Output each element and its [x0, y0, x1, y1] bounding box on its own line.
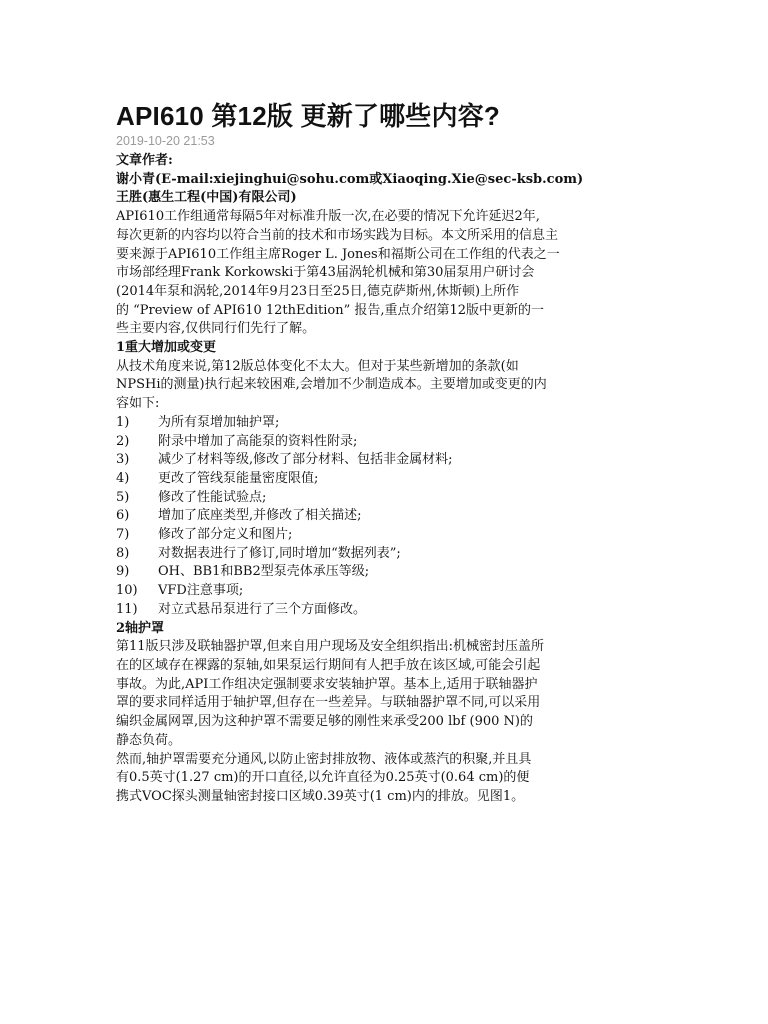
text-line: 从技术角度来说,第12版总体变化不太大。但对于某些新增加的条款(如	[116, 358, 519, 374]
text-line: 容如下:	[116, 396, 160, 412]
list-item	[116, 451, 656, 470]
list-number: 9)	[116, 564, 130, 580]
page-title: API610 第12版 更新了哪些内容?	[116, 101, 500, 131]
section-2-paragraph-1	[116, 638, 656, 750]
list-number: 4)	[116, 470, 130, 486]
list-item	[116, 582, 656, 601]
section-1-paragraph	[116, 358, 656, 414]
list-item	[116, 526, 656, 545]
changes-list	[116, 414, 656, 620]
text-line: NPSHi的测量)执行起来较困难,会增加不少制造成本。主要增加或变更的内	[116, 377, 547, 393]
list-number: 10)	[116, 583, 138, 599]
publish-date: 2019-10-20 21:53	[116, 134, 215, 148]
list-number: 6)	[116, 508, 130, 524]
text-line: 些主要内容,仅供同行们先行了解。	[116, 321, 316, 337]
list-item	[116, 601, 656, 620]
list-text: 对数据表进行了修订,同时增加“数据列表”;	[158, 545, 401, 561]
list-number: 8)	[116, 545, 130, 561]
text-line: 每次更新的内容均以符合当前的技术和市场实践为目标。本文所采用的信息主	[116, 227, 559, 243]
text-line: 然而,轴护罩需要充分通风,以防止密封排放物、液体或蒸汽的积聚,并且具	[116, 751, 532, 767]
list-number: 2)	[116, 433, 130, 449]
list-number: 7)	[116, 527, 130, 543]
section-2-heading: 2轴护罩	[116, 620, 165, 636]
text-line: 罩的要求同样适用于轴护罩,但存在一些差异。与联轴器护罩不同,可以采用	[116, 695, 541, 711]
list-text: 对立式悬吊泵进行了三个方面修改。	[158, 601, 367, 617]
list-text: 修改了部分定义和图片;	[158, 527, 293, 543]
list-text: VFD注意事项;	[158, 583, 244, 599]
text-line: 携式VOC探头测量轴密封接口区域0.39英寸(1 cm)内的排放。见图1。	[116, 788, 525, 804]
list-text: 增加了底座类型,并修改了相关描述;	[158, 508, 362, 524]
text-line: 编织金属网罩,因为这种护罩不需要足够的刚性来承受200 lbf (900 N)的	[116, 714, 533, 730]
list-number: 1)	[116, 414, 130, 430]
text-line: 市场部经理Frank Korkowski于第43届涡轮机械和第30届泵用户研讨会	[116, 265, 535, 281]
text-line: 第11版只涉及联轴器护罩,但来自用户现场及安全组织指出:机械密封压盖所	[116, 639, 545, 655]
list-text: 更改了管线泵能量密度限值;	[158, 470, 319, 486]
text-line: 要来源于API610工作组主席Roger L. Jones和福斯公司在工作组的代表之一	[116, 246, 560, 262]
text-line: 在的区域存在裸露的泵轴,如果泵运行期间有人把手放在该区域,可能会引起	[116, 657, 541, 673]
list-item	[116, 545, 656, 564]
section-1-heading: 1重大增加或变更	[116, 340, 217, 356]
list-number: 11)	[116, 601, 138, 617]
author-1: 谢小青(E-mail:xiejinghui@sohu.com或Xiaoqing.Xie@sec-ksb.com)	[116, 171, 584, 187]
text-line: (2014年泵和涡轮,2014年9月23日至25日,德克萨斯州,休斯顿)上所作	[116, 283, 520, 299]
text-line: 有0.5英寸(1.27 cm)的开口直径,以允许直径为0.25英寸(0.64 cm)的便	[116, 770, 530, 786]
authors-label: 文章作者:	[116, 153, 173, 168]
list-text: 减少了材料等级,修改了部分材料、包括非金属材料;	[158, 452, 453, 468]
list-text: 修改了性能试验点;	[158, 489, 267, 505]
section-2-paragraph-2	[116, 751, 656, 807]
list-text: 为所有泵增加轴护罩;	[158, 414, 280, 430]
author-2: 王胜(惠生工程(中国)有限公司)	[116, 190, 297, 206]
list-item	[116, 489, 656, 508]
list-item	[116, 563, 656, 582]
article-body	[116, 152, 656, 807]
list-item	[116, 433, 656, 452]
list-text: OH、BB1和BB2型泵壳体承压等级;	[158, 564, 370, 580]
text-line: API610工作组通常每隔5年对标准升版一次,在必要的情况下允许延迟2年,	[116, 209, 540, 225]
list-item	[116, 507, 656, 526]
list-number: 3)	[116, 452, 130, 468]
list-number: 5)	[116, 489, 130, 505]
text-line: 的 “Preview of API610 12thEdition” 报告,重点介绍第12版中更新的一	[116, 302, 545, 318]
list-item	[116, 470, 656, 489]
text-line: 事故。为此,API工作组决定强制要求安装轴护罩。基本上,适用于联轴器护	[116, 676, 538, 692]
text-line: 静态负荷。	[116, 732, 182, 748]
list-text: 附录中增加了高能泵的资料性附录;	[158, 433, 358, 449]
list-item	[116, 414, 656, 433]
intro-paragraph	[116, 208, 656, 339]
